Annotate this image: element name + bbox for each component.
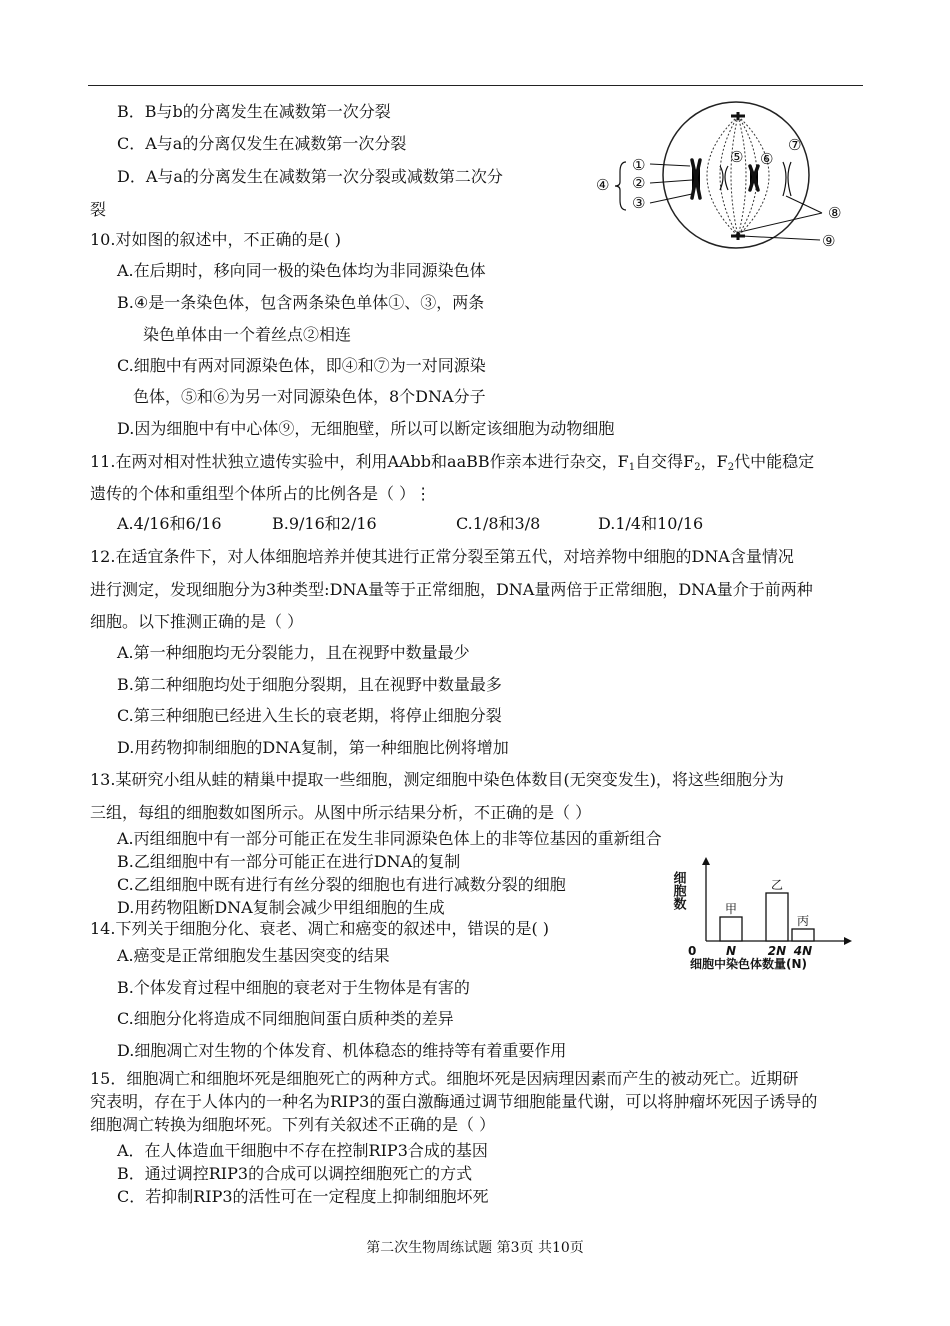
q10-option-a: A.在后期时，移向同一极的染色体均为非同源染色体 bbox=[117, 261, 486, 280]
q14-option-a: A.癌变是正常细胞发生基因突变的结果 bbox=[117, 946, 390, 965]
q9-option-d: D．A与a的分离发生在减数第一次分裂或减数第二次分 bbox=[117, 167, 503, 186]
chart-origin-label: 0 bbox=[688, 944, 697, 958]
q10-stem: 10.对如图的叙述中，不正确的是( ) bbox=[90, 230, 342, 249]
q9-option-c: C．A与a的分离仅发生在减数第一次分裂 bbox=[117, 134, 407, 153]
bar-2N bbox=[766, 893, 788, 941]
q11-stem-cont: 遗传的个体和重组型个体所占的比例各是（ ）⋮ bbox=[90, 484, 432, 503]
bar-label-2N: 乙 bbox=[770, 878, 784, 892]
q14-option-c: C.细胞分化将造成不同细胞间蛋白质种类的差异 bbox=[117, 1009, 454, 1028]
bar-N bbox=[720, 917, 742, 941]
q15-option-c: C．若抑制RIP3的活性可在一定程度上抑制细胞坏死 bbox=[117, 1187, 489, 1206]
chart-ylabel: 细胞数 bbox=[670, 871, 686, 910]
cell-division-figure bbox=[590, 100, 850, 260]
bar-4N bbox=[792, 929, 814, 941]
x-axis-arrow bbox=[844, 937, 852, 945]
q12-stem-3: 细胞。以下推测正确的是（ ） bbox=[90, 612, 304, 631]
q10-option-c: C.细胞中有两对同源染色体，即④和⑦为一对同源染 bbox=[117, 356, 486, 375]
q10-option-b-cont: 染色单体由一个着丝点②相连 bbox=[143, 325, 352, 344]
fig-label-2: ② bbox=[632, 174, 646, 192]
q13-stem-2: 三组，每组的细胞数如图所示。从图中所示结果分析，不正确的是（ ） bbox=[90, 803, 592, 822]
q11-option-a: A.4/16和6/16 bbox=[117, 514, 222, 533]
q11-option-d: D.1/4和10/16 bbox=[598, 514, 704, 533]
fig-label-1: ① bbox=[632, 156, 646, 174]
y-axis-arrow bbox=[702, 857, 710, 865]
q15-stem-2: 究表明，存在于人体内的一种名为RIP3的蛋白激酶通过调节细胞能量代谢，可以将肿瘤坏死因子诱导的 bbox=[90, 1092, 818, 1111]
page-footer: 第二次生物周练试题 第3页 共10页 bbox=[366, 1240, 584, 1256]
q10-option-c-cont: 色体，⑤和⑥为另一对同源染色体，8个DNA分子 bbox=[133, 387, 486, 406]
fig-label-6: ⑥ bbox=[760, 150, 774, 168]
chart-xlabel: 细胞中染色体数量(N) bbox=[690, 957, 808, 970]
q11-stem: 11.在两对相对性状独立遗传实验中，利用AAbb和aaBB作亲本进行杂交，$F_1$自交得$F_2$，$F_2$代中能稳定 bbox=[90, 452, 815, 473]
q12-option-c: C.第三种细胞已经进入生长的衰老期，将停止细胞分裂 bbox=[117, 706, 502, 725]
q12-option-a: A.第一种细胞均无分裂能力，且在视野中数量最少 bbox=[117, 643, 470, 662]
fig-label-8: ⑧ bbox=[828, 204, 842, 222]
q12-stem-2: 进行测定，发现细胞分为3种类型:DNA量等于正常细胞，DNA量两倍于正常细胞，DNA量介于前两种 bbox=[90, 580, 813, 599]
x-tick-2N: 2N bbox=[767, 944, 787, 958]
q13-option-a: A.丙组细胞中有一部分可能正在发生非同源染色体上的非等位基因的重新组合 bbox=[117, 829, 662, 848]
q10-option-d: D.因为细胞中有中心体⑨，无细胞壁，所以可以断定该细胞为动物细胞 bbox=[117, 419, 615, 438]
fig-label-3: ③ bbox=[632, 194, 646, 212]
q13-option-b: B.乙组细胞中有一部分可能正在进行DNA的复制 bbox=[117, 852, 461, 871]
fig-label-4: ④ bbox=[596, 176, 610, 194]
header-rule bbox=[88, 85, 863, 86]
q13-option-d: D.用药物阻断DNA复制会减少甲组细胞的生成 bbox=[117, 898, 445, 917]
q12-option-d: D.用药物抑制细胞的DNA复制，第一种细胞比例将增加 bbox=[117, 738, 509, 757]
x-tick-4N: 4N bbox=[793, 944, 813, 958]
q10-option-b: B.④是一条染色体，包含两条染色单体①、③，两条 bbox=[117, 293, 485, 312]
q13-option-c: C.乙组细胞中既有进行有丝分裂的细胞也有进行减数分裂的细胞 bbox=[117, 875, 566, 894]
q9-option-d-cont: 裂 bbox=[90, 200, 107, 219]
fig-label-7: ⑦ bbox=[788, 136, 802, 154]
q12-option-b: B.第二种细胞均处于细胞分裂期，且在视野中数量最多 bbox=[117, 675, 502, 694]
bar-label-N: 甲 bbox=[724, 902, 738, 916]
q14-option-d: D.细胞凋亡对生物的个体发育、机体稳态的维持等有着重要作用 bbox=[117, 1041, 567, 1060]
q15-option-b: B．通过调控RIP3的合成可以调控细胞死亡的方式 bbox=[117, 1164, 473, 1183]
q11-option-b: B.9/16和2/16 bbox=[272, 514, 377, 533]
x-tick-N: N bbox=[725, 944, 737, 958]
cell-count-bar-chart bbox=[670, 855, 860, 970]
q15-stem-3: 细胞凋亡转换为细胞坏死。下列有关叙述不正确的是（ ） bbox=[90, 1115, 496, 1134]
q14-option-b: B.个体发育过程中细胞的衰老对于生物体是有害的 bbox=[117, 978, 470, 997]
fig-label-9: ⑨ bbox=[822, 232, 836, 250]
q15-stem-1: 15．细胞凋亡和细胞坏死是细胞死亡的两种方式。细胞坏死是因病理因素而产生的被动死亡。近期研 bbox=[90, 1069, 799, 1088]
q14-stem: 14.下列关于细胞分化、衰老、凋亡和癌变的叙述中，错误的是( ) bbox=[90, 919, 550, 938]
q13-stem-1: 13.某研究小组从蛙的精巢中提取一些细胞，测定细胞中染色体数目(无突变发生)，将这些细胞分为 bbox=[90, 770, 784, 789]
q15-option-a: A．在人体造血干细胞中不存在控制RIP3合成的基因 bbox=[117, 1141, 488, 1160]
q11-option-c: C.1/8和3/8 bbox=[456, 514, 541, 533]
fig-label-5: ⑤ bbox=[730, 148, 744, 166]
q9-option-b: B．B与b的分离发生在减数第一次分裂 bbox=[117, 102, 391, 121]
bar-label-4N: 丙 bbox=[796, 914, 810, 928]
q12-stem-1: 12.在适宜条件下，对人体细胞培养并使其进行正常分裂至第五代，对培养物中细胞的DNA含量情况 bbox=[90, 547, 794, 566]
